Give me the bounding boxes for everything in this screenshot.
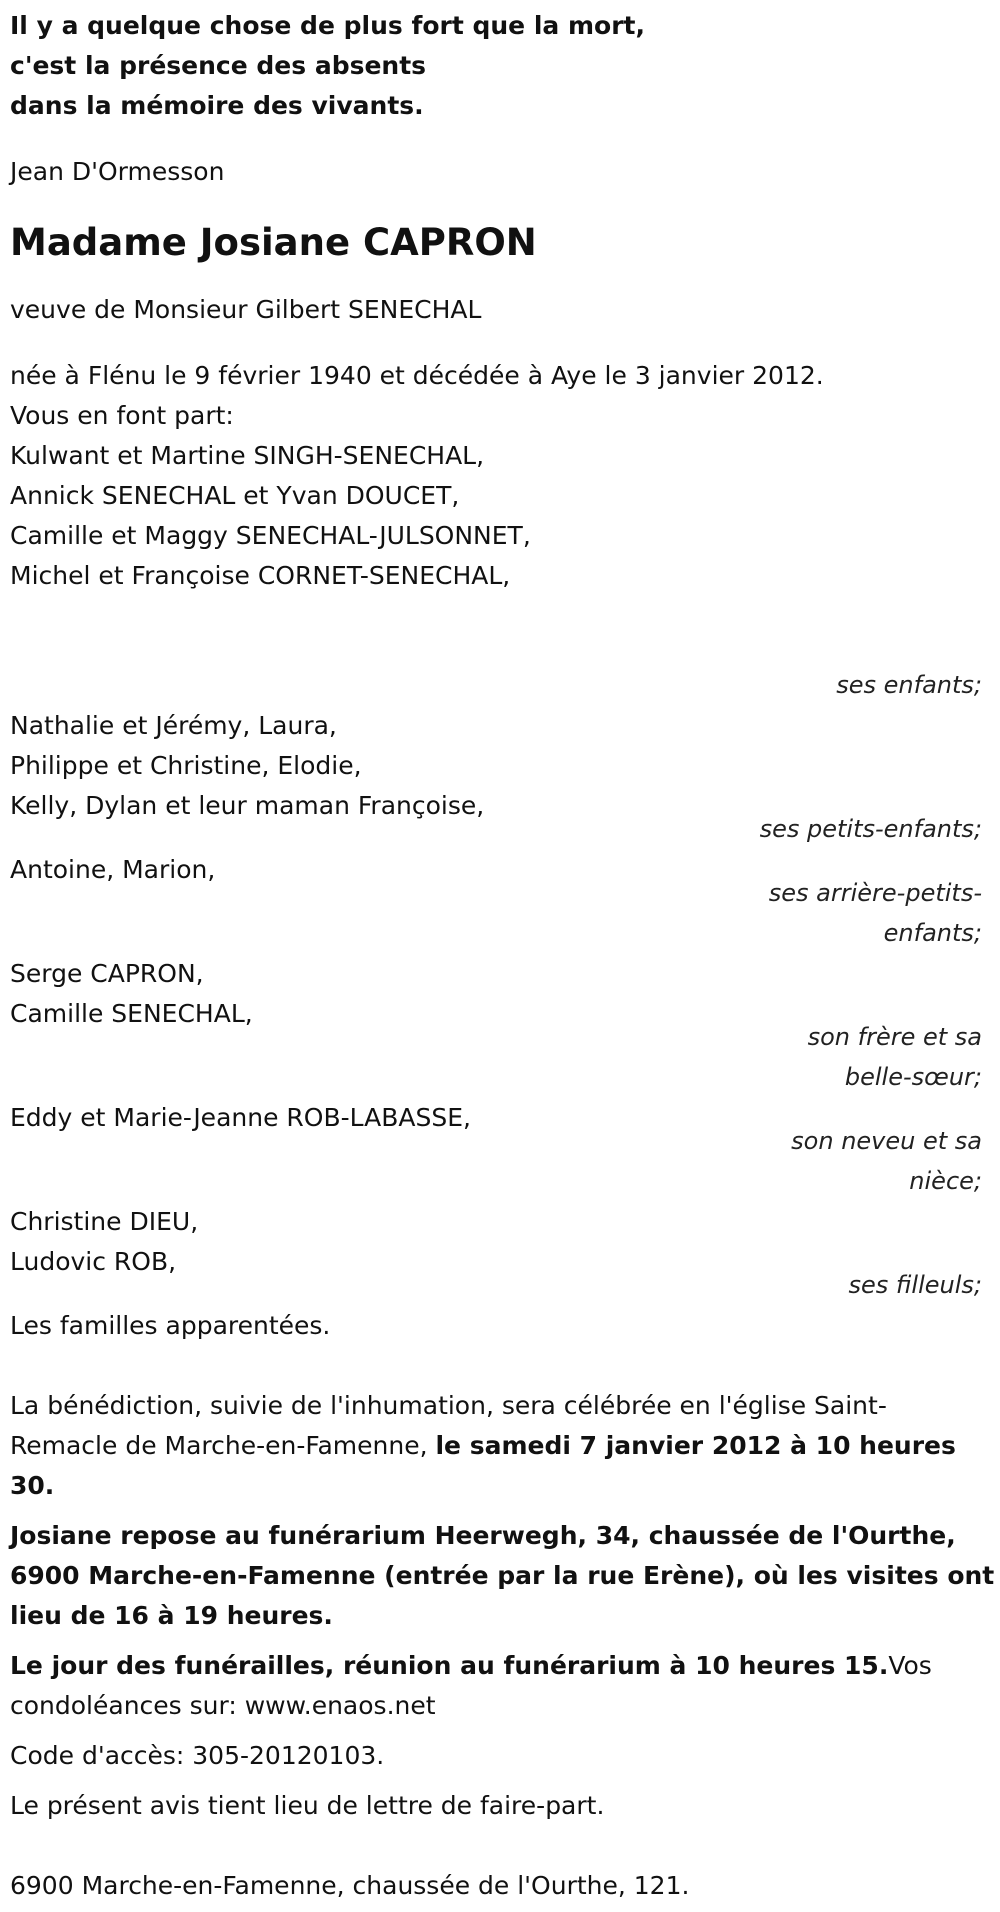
meeting-line-1 (10, 1646, 932, 1686)
godchild-line: Ludovic ROB, (10, 1247, 177, 1276)
quote-line-2: c'est la présence des absents (10, 51, 427, 80)
address: 6900 Marche-en-Famenne, chaussée de l'Ourthe, 121. (10, 1871, 690, 1900)
ceremony-line-1: La bénédiction, suivie de l'inhumation, sera célébrée en l'église Saint- (10, 1391, 887, 1420)
grandchild-line: Kelly, Dylan et leur maman Françoise, (10, 791, 485, 820)
great-grandchildren-role-1: ses arrière-petits- (768, 879, 982, 907)
sibling-line: Camille SENECHAL, (10, 999, 253, 1028)
grandchild-line: Nathalie et Jérémy, Laura, (10, 711, 337, 740)
ceremony-line-2 (10, 1426, 956, 1466)
grandchildren-role: ses petits-enfants; (759, 815, 982, 843)
deceased-name: Madame Josiane CAPRON (10, 221, 537, 264)
great-grandchild-line: Antoine, Marion, (10, 855, 216, 884)
godchildren-role: ses filleuls; (848, 1271, 982, 1299)
siblings-role-1: son frère et sa (807, 1023, 982, 1051)
quote-author: Jean D'Ormesson (10, 157, 225, 186)
nephew-niece-role-2: nièce; (909, 1167, 982, 1195)
child-line: Michel et Françoise CORNET-SENECHAL, (10, 561, 511, 590)
quote-line-3: dans la mémoire des vivants. (10, 91, 424, 120)
godchild-line: Christine DIEU, (10, 1207, 199, 1236)
meeting-time: Le jour des funérailles, réunion au funérarium à 10 heures 15. (10, 1651, 889, 1680)
notice: Le présent avis tient lieu de lettre de faire-part. (10, 1791, 605, 1820)
related-families: Les familles apparentées. (10, 1311, 331, 1340)
widow-of: veuve de Monsieur Gilbert SENECHAL (10, 295, 482, 324)
nephew-niece-role-1: son neveu et sa (791, 1127, 982, 1155)
sibling-line: Serge CAPRON, (10, 959, 204, 988)
birth-death: née à Flénu le 9 février 1940 et décédée à Aye le 3 janvier 2012. (10, 361, 824, 390)
announcement-intro: Vous en font part: (10, 401, 234, 430)
quote-line-1: Il y a quelque chose de plus fort que la mort, (10, 11, 645, 40)
ceremony-location: Remacle de Marche-en-Famenne, (10, 1431, 436, 1460)
grandchild-line: Philippe et Christine, Elodie, (10, 751, 362, 780)
child-line: Annick SENECHAL et Yvan DOUCET, (10, 481, 460, 510)
access-code: Code d'accès: 305-20120103. (10, 1741, 385, 1770)
siblings-role-2: belle-sœur; (844, 1063, 982, 1091)
ceremony-line-3: 30. (10, 1471, 55, 1500)
funerarium-line-1: Josiane repose au funérarium Heerwegh, 34, chaussée de l'Ourthe, (10, 1521, 956, 1550)
funerarium-line-2: 6900 Marche-en-Famenne (entrée par la rue Erène), où les visites ont (10, 1561, 995, 1590)
ceremony-date: le samedi 7 janvier 2012 à 10 heures (435, 1431, 956, 1460)
child-line: Kulwant et Martine SINGH-SENECHAL, (10, 441, 485, 470)
funerarium-line-3: lieu de 16 à 19 heures. (10, 1601, 333, 1630)
children-role: ses enfants; (836, 671, 982, 699)
condolences-link: condoléances sur: www.enaos.net (10, 1691, 436, 1720)
great-grandchildren-role-2: enfants; (883, 919, 982, 947)
child-line: Camille et Maggy SENECHAL-JULSONNET, (10, 521, 531, 550)
meeting-condolences-start: Vos (888, 1651, 932, 1680)
nephew-niece-line: Eddy et Marie-Jeanne ROB-LABASSE, (10, 1103, 471, 1132)
